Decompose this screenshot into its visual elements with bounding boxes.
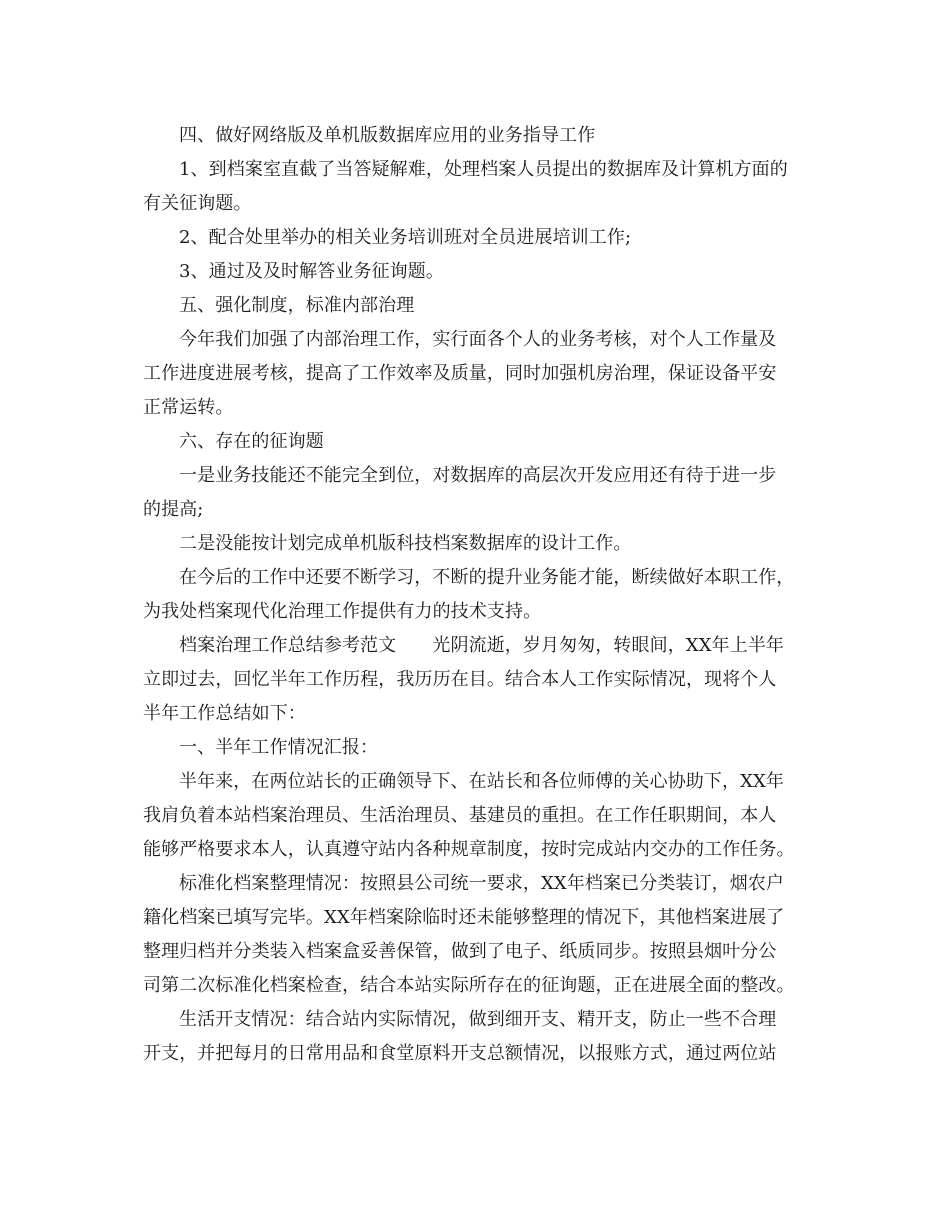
text-line: 一、半年工作情况汇报： — [179, 737, 379, 758]
text-line: 档案治理工作总结参考范文 光阴流逝，岁月匆匆，转眼间，XX年上半年 — [179, 635, 785, 656]
text-line: 五、强化制度，标准内部治理 — [179, 295, 415, 316]
text-line: 1、到档案室直截了当答疑解难，处理档案人员提出的数据库及计算机方面的 — [179, 159, 788, 180]
text-line: 籍化档案已填写完毕。XX年档案除临时还未能够整理的情况下，其他档案进展了 — [143, 907, 785, 928]
text-line: 开支，并把每月的日常用品和食堂原料开支总额情况，以报账方式，通过两位站 — [143, 1043, 777, 1064]
text-line: 立即过去，回忆半年工作历程，我历历在目。结合本人工作实际情况，现将个人 — [143, 669, 777, 690]
text-line: 半年来，在两位站长的正确领导下、在站长和各位师傅的关心协助下，XX年 — [179, 771, 785, 792]
text-line: 3、通过及及时解答业务征询题。 — [179, 261, 444, 282]
text-line: 今年我们加强了内部治理工作，实行面各个人的业务考核，对个人工作量及 — [179, 329, 777, 350]
text-line: 司第二次标准化档案检查，结合本站实际所存在的征询题，正在进展全面的整改。 — [143, 975, 795, 996]
text-line: 能够严格要求本人，认真遵守站内各种规章制度，按时完成站内交办的工作任务。 — [143, 839, 795, 860]
text-line: 为我处档案现代化治理工作提供有力的技术支持。 — [143, 601, 542, 622]
text-line: 整理归档并分类装入档案盒妥善保管，做到了电子、纸质同步。按照县烟叶分公 — [143, 941, 777, 962]
document-body — [143, 119, 813, 1071]
text-line: 的提高; — [143, 499, 204, 520]
text-line: 2、配合处里举办的相关业务培训班对全员进展培训工作; — [179, 227, 632, 248]
text-line: 六、存在的征询题 — [179, 431, 324, 452]
text-line: 二是没能按计划完成单机版科技档案数据库的设计工作。 — [179, 533, 632, 554]
text-line: 半年工作总结如下： — [143, 703, 306, 724]
text-line: 正常运转。 — [143, 397, 234, 418]
text-line: 四、做好网络版及单机版数据库应用的业务指导工作 — [179, 125, 596, 146]
text-line: 生活开支情况：结合站内实际情况，做到细开支、精开支，防止一些不合理 — [179, 1009, 777, 1030]
text-line: 有关征询题。 — [143, 193, 252, 214]
text-line: 在今后的工作中还要不断学习，不断的提升业务能才能，断续做好本职工作， — [179, 567, 795, 588]
text-line: 工作进度进展考核，提高了工作效率及质量，同时加强机房治理，保证设备平安 — [143, 363, 777, 384]
text-line: 我肩负着本站档案治理员、生活治理员、基建员的重担。在工作任职期间，本人 — [143, 805, 777, 826]
text-line: 标准化档案整理情况：按照县公司统一要求，XX年档案已分类装订，烟农户 — [179, 873, 785, 894]
text-line: 一是业务技能还不能完全到位，对数据库的高层次开发应用还有待于进一步 — [179, 465, 777, 486]
